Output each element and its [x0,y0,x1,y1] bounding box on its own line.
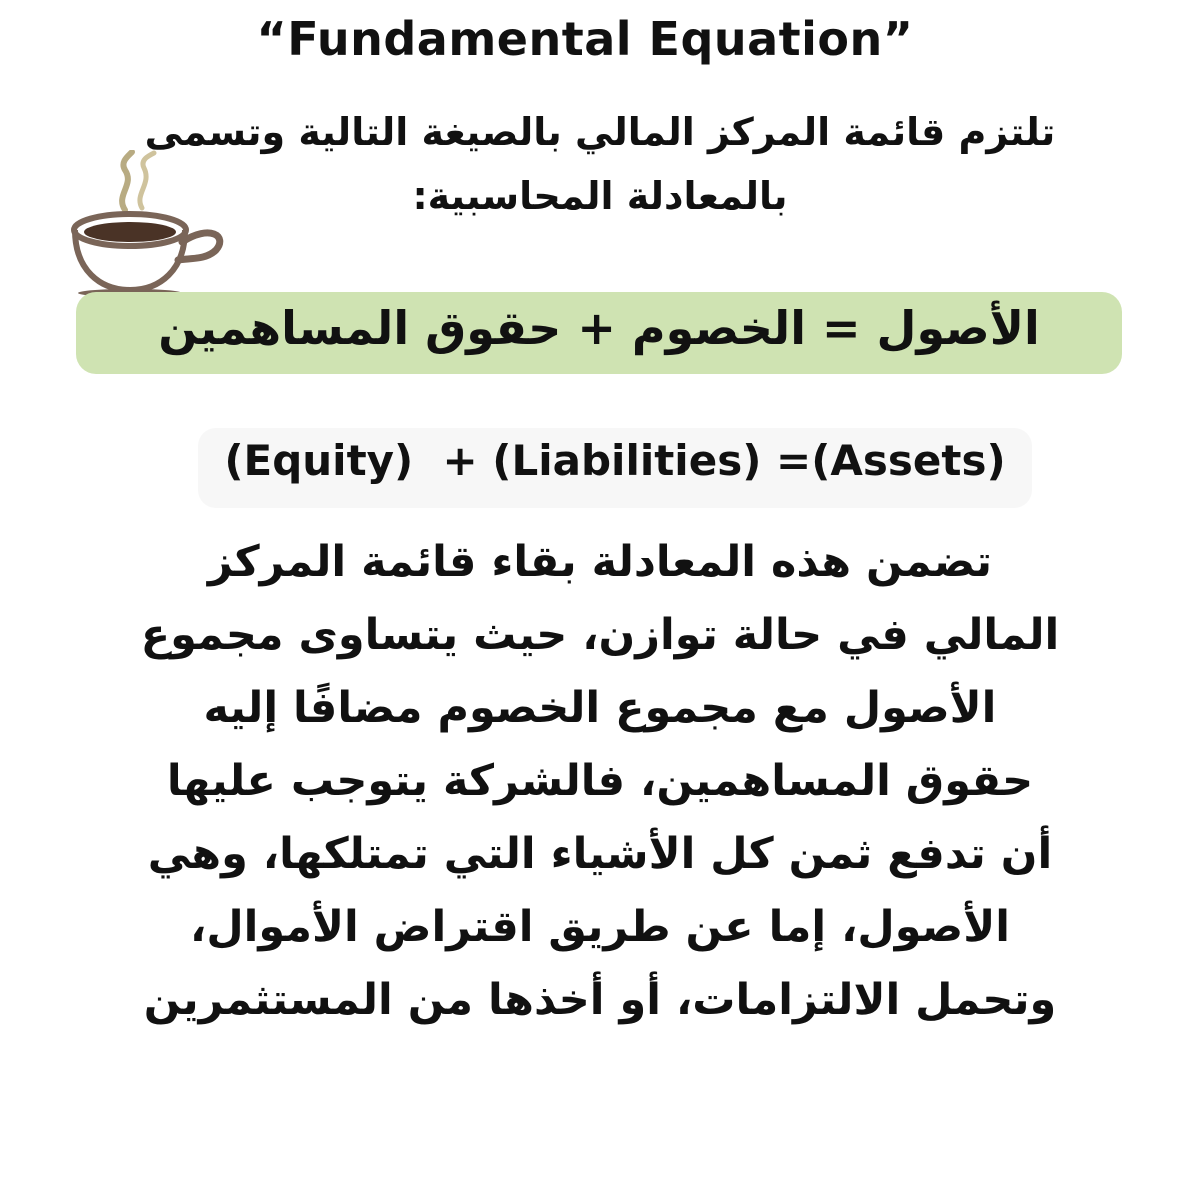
body-line-7: وتحمل الالتزامات، أو أخذها من المستثمرين [143,975,1057,1025]
steam-left [122,152,132,210]
body-line-5: أن تدفع ثمن كل الأشياء التي تمتلكها، وهي [147,829,1053,879]
equation-english: (Equity) + (Liabilities) =(Assets) [198,428,1032,508]
body-line-6: الأصول، إما عن طريق اقتراض الأموال، [189,902,1010,952]
body-paragraph [60,526,1140,1037]
steam-right [140,153,154,208]
coffee-surface [84,222,176,242]
page-title: “Fundamental Equation” [256,12,914,66]
body-line-3: الأصول مع مجموع الخصوم مضافًا إليه [203,683,997,733]
body-line-4: حقوق المساهمين، فالشركة يتوجب عليها [166,756,1034,806]
coffee-cup-icon [70,150,230,300]
equation-arabic: الأصول = الخصوم + حقوق المساهمين [76,292,1122,374]
intro-line-2: بالمعادلة المحاسبية: [412,174,788,218]
intro-line-1: تلتزم قائمة المركز المالي بالصيغة التالية وتسمى [144,110,1056,154]
body-line-2: المالي في حالة توازن، حيث يتساوى مجموع [140,610,1060,660]
body-line-1: تضمن هذه المعادلة بقاء قائمة المركز [207,537,993,587]
